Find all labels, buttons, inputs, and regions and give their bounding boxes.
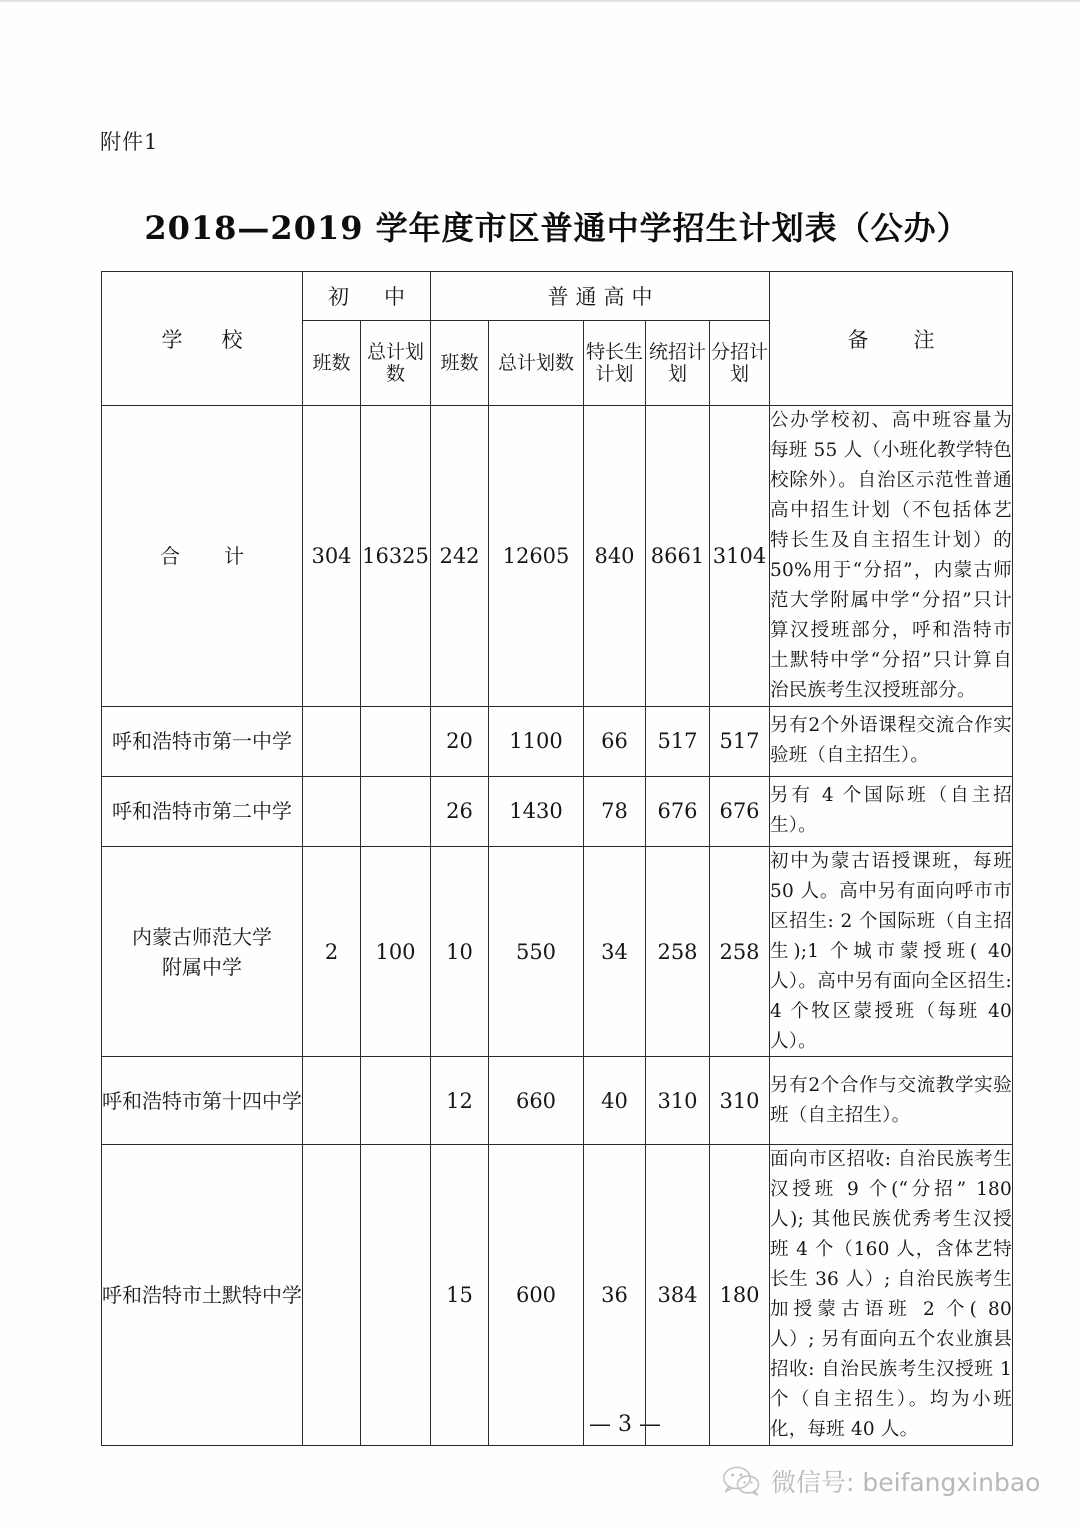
column-header-unified-plan: 统招计划 [646,321,710,406]
cell-unified-plan: 8661 [646,406,710,707]
cell-senior-total-plan: 600 [489,1145,584,1446]
watermark [722,1463,1040,1499]
column-header-junior-classes: 班数 [303,321,361,406]
cell-remark: 另有 4 个国际班（自主招生）。 [770,776,1013,846]
table-row [102,1145,1013,1446]
page-number: — 3 — [589,1412,661,1437]
column-header-junior-total-plan: 总计划数 [361,321,431,406]
scan-edge [0,0,1080,3]
cell-senior-classes: 10 [431,846,489,1057]
cell-junior-total-plan: 100 [361,846,431,1057]
cell-unified-plan: 676 [646,776,710,846]
table-row [102,1057,1013,1145]
cell-allocated-plan: 310 [710,1057,770,1145]
cell-senior-total-plan: 12605 [489,406,584,707]
cell-special-talent-plan: 36 [584,1145,646,1446]
table-row [102,406,1013,707]
cell-senior-classes: 242 [431,406,489,707]
cell-remark: 另有2个合作与交流教学实验班（自主招生）。 [770,1057,1013,1145]
cell-school-name: 呼和浩特市第二中学 [102,776,303,846]
cell-remark: 初中为蒙古语授课班，每班 50 人。高中另有面向呼市市区招生: 2 个国际班（自主招生);1 个城市蒙授班( 40 人）。高中另有面向全区招生: 4 个牧区蒙授班（每班 40 人）。 [770,846,1013,1057]
cell-remark: 公办学校初、高中班容量为每班 55 人（小班化教学特色校除外）。自治区示范性普通高中招生计划（不包括体艺特长生及自主招生计划）的 50%用于“分招”，内蒙古师范大学附属中学“分招”只计算汉授班部分，呼和浩特市土默特中学“分招”只计算自治民族考生汉授班部分。 [770,406,1013,707]
cell-remark: 另有2个外语课程交流合作实验班（自主招生）。 [770,706,1013,776]
cell-special-talent-plan: 840 [584,406,646,707]
cell-senior-total-plan: 660 [489,1057,584,1145]
cell-allocated-plan: 517 [710,706,770,776]
column-header-remark: 备 注 [770,272,1013,406]
cell-special-talent-plan: 78 [584,776,646,846]
cell-special-talent-plan: 34 [584,846,646,1057]
cell-school-name: 呼和浩特市第一中学 [102,706,303,776]
cell-unified-plan: 517 [646,706,710,776]
cell-junior-total-plan [361,1057,431,1145]
cell-unified-plan: 384 [646,1145,710,1446]
enrollment-plan-table [101,271,1013,1446]
column-group-senior-high: 普通高中 [431,272,770,321]
cell-junior-total-plan [361,776,431,846]
cell-senior-classes: 12 [431,1057,489,1145]
table-body [102,406,1013,1446]
cell-junior-classes: 304 [303,406,361,707]
cell-senior-classes: 15 [431,1145,489,1446]
page-title: 2018—2019 学年度市区普通中学招生计划表（公办） [144,209,970,247]
cell-senior-classes: 26 [431,776,489,846]
cell-allocated-plan: 180 [710,1145,770,1446]
cell-special-talent-plan: 40 [584,1057,646,1145]
cell-junior-total-plan [361,706,431,776]
cell-allocated-plan: 3104 [710,406,770,707]
cell-allocated-plan: 676 [710,776,770,846]
watermark-text: 微信号: beifangxinbao [771,1468,1041,1497]
column-header-senior-classes: 班数 [431,321,489,406]
column-header-senior-total-plan: 总计划数 [489,321,584,406]
column-group-junior-high: 初 中 [303,272,431,321]
cell-senior-total-plan: 550 [489,846,584,1057]
cell-senior-total-plan: 1430 [489,776,584,846]
cell-unified-plan: 258 [646,846,710,1057]
cell-junior-classes [303,706,361,776]
column-header-school: 学 校 [102,272,303,406]
cell-junior-classes [303,1145,361,1446]
cell-senior-total-plan: 1100 [489,706,584,776]
cell-school-name: 呼和浩特市第十四中学 [102,1057,303,1145]
column-header-special-talent-plan: 特长生计划 [584,321,646,406]
wechat-icon [722,1465,762,1497]
cell-junior-classes [303,776,361,846]
cell-school-name: 合 计 [102,406,303,707]
column-header-allocated-plan: 分招计划 [710,321,770,406]
cell-remark: 面向市区招收: 自治民族考生汉授班 9 个(“分招” 180 人); 其他民族优秀考生汉授班 4 个（160 人，含体艺特长生 36 人）; 自治民族考生加授蒙古语班 2 个( 80 人）; 另有面向五个农业旗县招收: 自治民族考生汉授班 1 个（自主招生）。均为小班化，每班 40 人。 [770,1145,1013,1446]
table-row [102,706,1013,776]
table-header-row-1 [102,272,1013,321]
table-row [102,776,1013,846]
cell-junior-total-plan [361,1145,431,1446]
attachment-label: 附件1 [100,130,159,154]
cell-special-talent-plan: 66 [584,706,646,776]
cell-allocated-plan: 258 [710,846,770,1057]
cell-school-name: 内蒙古师范大学 附属中学 [102,846,303,1057]
cell-junior-classes [303,1057,361,1145]
cell-unified-plan: 310 [646,1057,710,1145]
cell-senior-classes: 20 [431,706,489,776]
cell-school-name: 呼和浩特市土默特中学 [102,1145,303,1446]
table-row [102,846,1013,1057]
cell-junior-classes: 2 [303,846,361,1057]
cell-junior-total-plan: 16325 [361,406,431,707]
